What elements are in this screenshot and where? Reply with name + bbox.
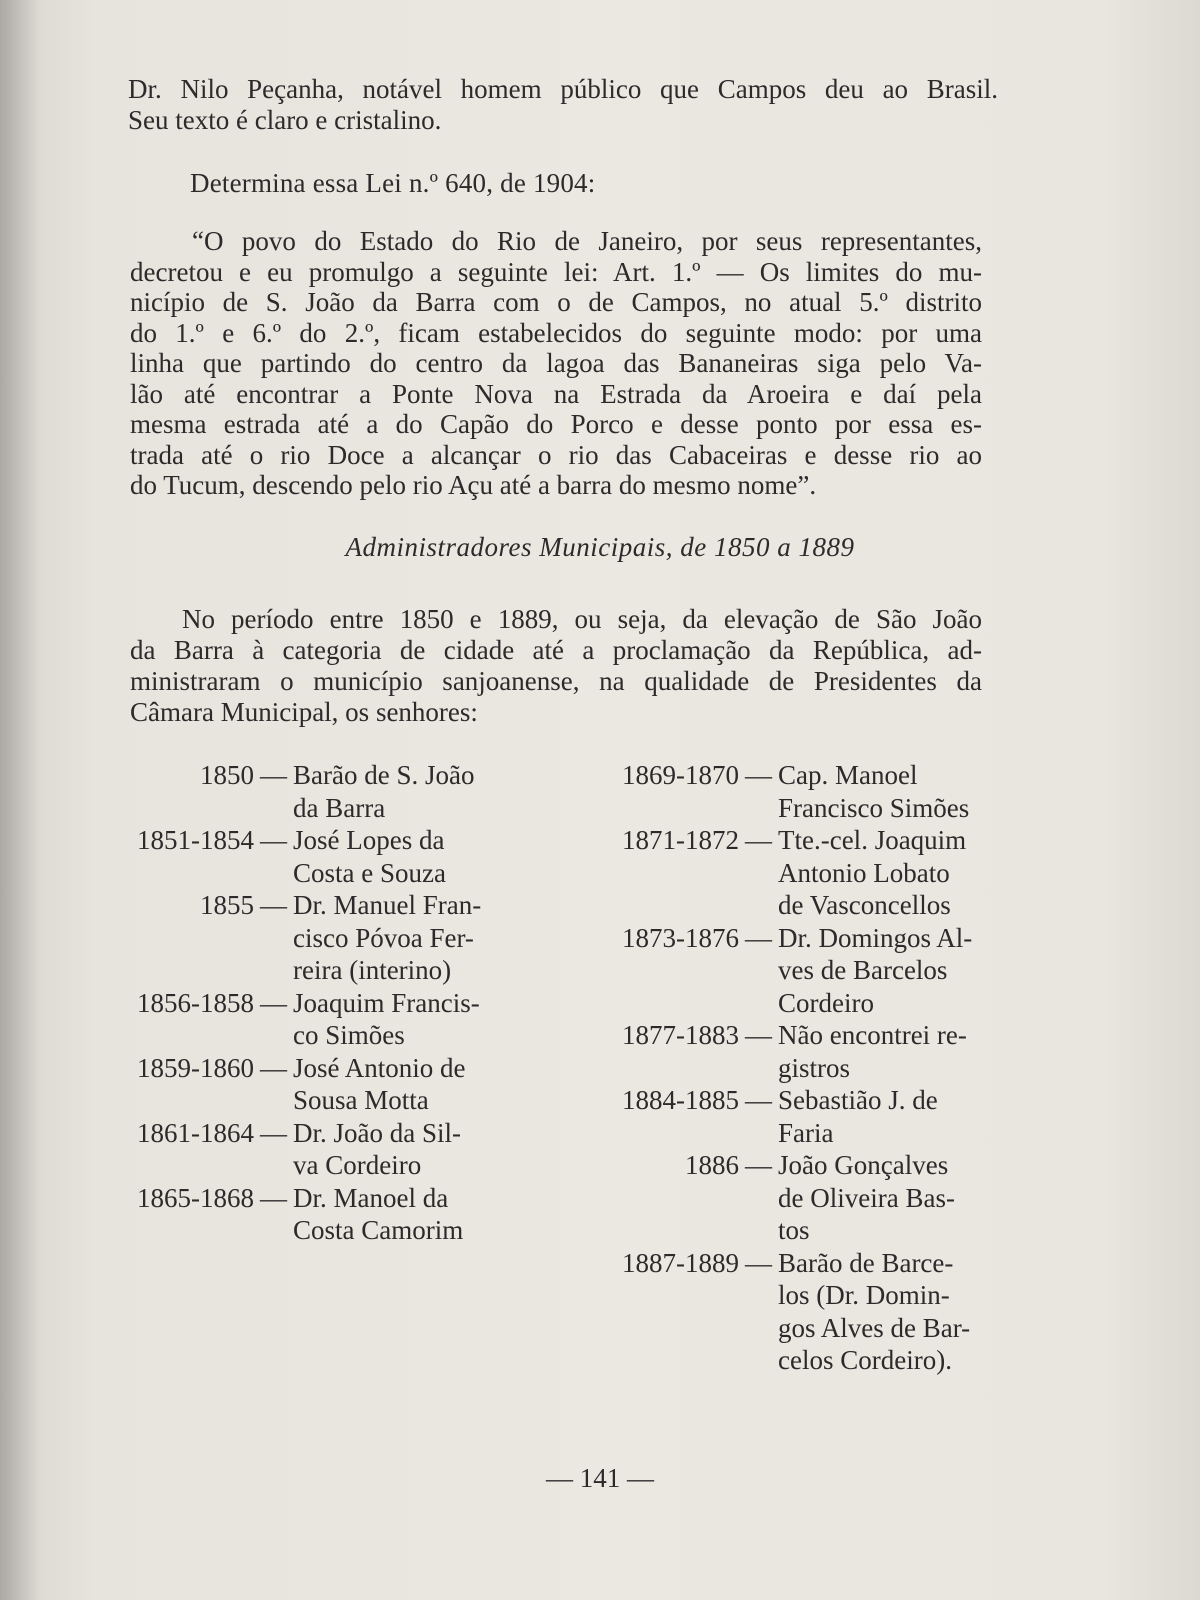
- entry-name-line: cisco Póvoa Fer-: [293, 922, 474, 953]
- entry-name-line: ves de Barcelos: [778, 955, 948, 985]
- entry-years: 1877-1883: [622, 1020, 739, 1050]
- entry-name-line: Cordeiro: [778, 987, 874, 1018]
- list-item: [596, 1019, 972, 1084]
- entry-name: [293, 1182, 463, 1247]
- entry-years: 1869-1870: [622, 760, 739, 790]
- entry-name: [778, 1149, 955, 1247]
- quote-line: “O povo do Estado do Rio de Janeiro, por seus representantes,: [192, 226, 982, 256]
- entry-name-line: Dr. João da Sil-: [293, 1117, 461, 1148]
- quote-line: lão até encontrar a Ponte Nova na Estrada da Aroeira e daí pela: [130, 378, 982, 409]
- entry-name: [293, 1117, 461, 1182]
- entry-dash: —: [745, 1150, 772, 1180]
- period-paragraph: [130, 604, 982, 728]
- left-list: [112, 759, 481, 1247]
- entry-dash: —: [260, 1117, 287, 1148]
- list-item: [596, 759, 972, 824]
- entry-name-line: de Vasconcellos: [778, 890, 951, 920]
- entry-dash: —: [260, 1052, 287, 1083]
- law-intro: Determina essa Lei n.º 640, de 1904:: [190, 168, 596, 198]
- entry-years: 1871-1872: [622, 825, 739, 855]
- entry-name-line: gistros: [778, 1052, 851, 1083]
- right-list: [596, 759, 972, 1377]
- entry-years: 1887-1889: [622, 1247, 739, 1278]
- entry-dash: —: [260, 1182, 287, 1213]
- entry-dash: —: [745, 1085, 772, 1115]
- entry-name-line: reira (interino): [293, 955, 452, 985]
- list-item: [112, 987, 481, 1052]
- entry-years: 1855: [200, 890, 254, 920]
- intro-paragraph: [128, 74, 998, 135]
- entry-years: 1850: [200, 760, 254, 790]
- entry-name-line: Dr. Domingos Al-: [778, 922, 973, 953]
- intro-line: Seu texto é claro e cristalino.: [128, 104, 442, 135]
- entry-name: [293, 1052, 466, 1117]
- entry-name-line: gos Alves de Bar-: [778, 1312, 971, 1343]
- list-item: [112, 1182, 481, 1247]
- entry-name: [778, 922, 972, 1020]
- page-number: — 141 —: [546, 1463, 654, 1493]
- list-item: [112, 1117, 481, 1182]
- law-quote: [130, 226, 982, 501]
- entry-name-line: de Oliveira Bas-: [778, 1182, 955, 1213]
- entry-name-line: celos Cordeiro).: [778, 1345, 952, 1375]
- entry-years: 1859-1860: [137, 1052, 254, 1083]
- entry-years: 1884-1885: [622, 1085, 739, 1115]
- quote-line: mesma estrada até a do Capão do Porco e desse ponto por essa es-: [130, 409, 982, 439]
- intro-line: Dr. Nilo Peçanha, notável homem público que Campos deu ao Brasil.: [128, 74, 998, 104]
- entry-years: 1873-1876: [622, 922, 739, 953]
- entry-name-line: da Barra: [293, 792, 386, 823]
- period-line: Câmara Municipal, os senhores:: [130, 697, 478, 727]
- entry-years: 1886: [685, 1150, 739, 1180]
- entry-name: [778, 1247, 970, 1377]
- entry-years: 1856-1858: [137, 987, 254, 1018]
- list-item: [112, 889, 481, 987]
- entry-name: [293, 889, 481, 987]
- entry-name-line: Costa e Souza: [293, 857, 446, 888]
- period-line: ministraram o município sanjoanense, na qualidade de Presidentes da: [130, 666, 982, 696]
- entry-name-line: co Simões: [293, 1020, 405, 1050]
- entry-name-line: João Gonçalves: [778, 1150, 949, 1180]
- page-edge-shadow: [0, 0, 40, 1600]
- list-item: [596, 922, 972, 1020]
- entry-name-line: Joaquim Francis-: [293, 987, 480, 1018]
- entry-name-line: va Cordeiro: [293, 1150, 422, 1180]
- entry-dash: —: [260, 890, 287, 920]
- entry-name-line: Antonio Lobato: [778, 857, 950, 888]
- list-item: [596, 1247, 972, 1377]
- entry-name-line: los (Dr. Domin-: [778, 1280, 950, 1310]
- entry-years: 1851-1854: [137, 825, 254, 855]
- entry-name-line: Sousa Motta: [293, 1085, 429, 1115]
- entry-name: [293, 759, 474, 824]
- entry-name-line: Tte.-cel. Joaquim: [778, 825, 967, 855]
- entry-name-line: Barão de S. João: [293, 760, 475, 790]
- quote-line: do Tucum, descendo pelo rio Açu até a barra do mesmo nome”.: [130, 470, 817, 500]
- entry-name-line: Não encontrei re-: [778, 1020, 967, 1050]
- quote-line: nicípio de S. João da Barra com o de Campos, no atual 5.º distrito: [130, 287, 982, 317]
- entry-name-line: Sebastião J. de: [778, 1085, 938, 1115]
- entry-years: 1861-1864: [137, 1117, 254, 1148]
- list-item: [596, 1084, 972, 1149]
- entry-name: [778, 1019, 967, 1084]
- entry-name: [293, 987, 480, 1052]
- period-line: No período entre 1850 e 1889, ou seja, da elevação de São João: [182, 604, 982, 634]
- entry-dash: —: [260, 760, 287, 790]
- entry-name-line: José Lopes da: [293, 825, 445, 855]
- entry-name: [778, 1084, 938, 1149]
- quote-line: decretou e eu promulgo a seguinte lei: Art. 1.º — Os limites do mu-: [130, 256, 982, 287]
- entry-dash: —: [745, 760, 772, 790]
- entry-name-line: Dr. Manoel da: [293, 1182, 449, 1213]
- list-item: [112, 1052, 481, 1117]
- entry-dash: —: [745, 825, 772, 855]
- entry-name: [778, 824, 966, 922]
- entry-dash: —: [745, 1247, 772, 1278]
- entry-name: [293, 824, 446, 889]
- entry-name-line: Cap. Manoel: [778, 760, 918, 790]
- entry-years: 1865-1868: [137, 1182, 254, 1213]
- entry-name-line: José Antonio de: [293, 1052, 466, 1083]
- entry-name-line: Dr. Manuel Fran-: [293, 890, 482, 920]
- list-item: [596, 824, 972, 922]
- period-line: da Barra à categoria de cidade até a proclamação da República, ad-: [130, 635, 982, 665]
- entry-name-line: Francisco Simões: [778, 792, 970, 823]
- entry-dash: —: [260, 825, 287, 855]
- list-item: [596, 1149, 972, 1247]
- list-item: [112, 824, 481, 889]
- entry-name-line: Costa Camorim: [293, 1215, 464, 1245]
- entry-dash: —: [745, 1020, 772, 1050]
- entry-name: [778, 759, 969, 824]
- entry-name-line: Barão de Barce-: [778, 1247, 954, 1278]
- section-heading: Administradores Municipais, de 1850 a 1889: [345, 532, 855, 562]
- list-item: [112, 759, 481, 824]
- entry-name-line: tos: [778, 1215, 810, 1245]
- quote-line: linha que partindo do centro da lagoa das Bananeiras siga pelo Va-: [130, 348, 982, 378]
- quote-line: do 1.º e 6.º do 2.º, ficam estabelecidos do seguinte modo: por uma: [130, 317, 982, 348]
- quote-line: trada até o rio Doce a alcançar o rio das Cabaceiras e desse rio ao: [130, 439, 982, 470]
- entry-name-line: Faria: [778, 1117, 834, 1148]
- entry-dash: —: [745, 922, 772, 953]
- entry-dash: —: [260, 987, 287, 1018]
